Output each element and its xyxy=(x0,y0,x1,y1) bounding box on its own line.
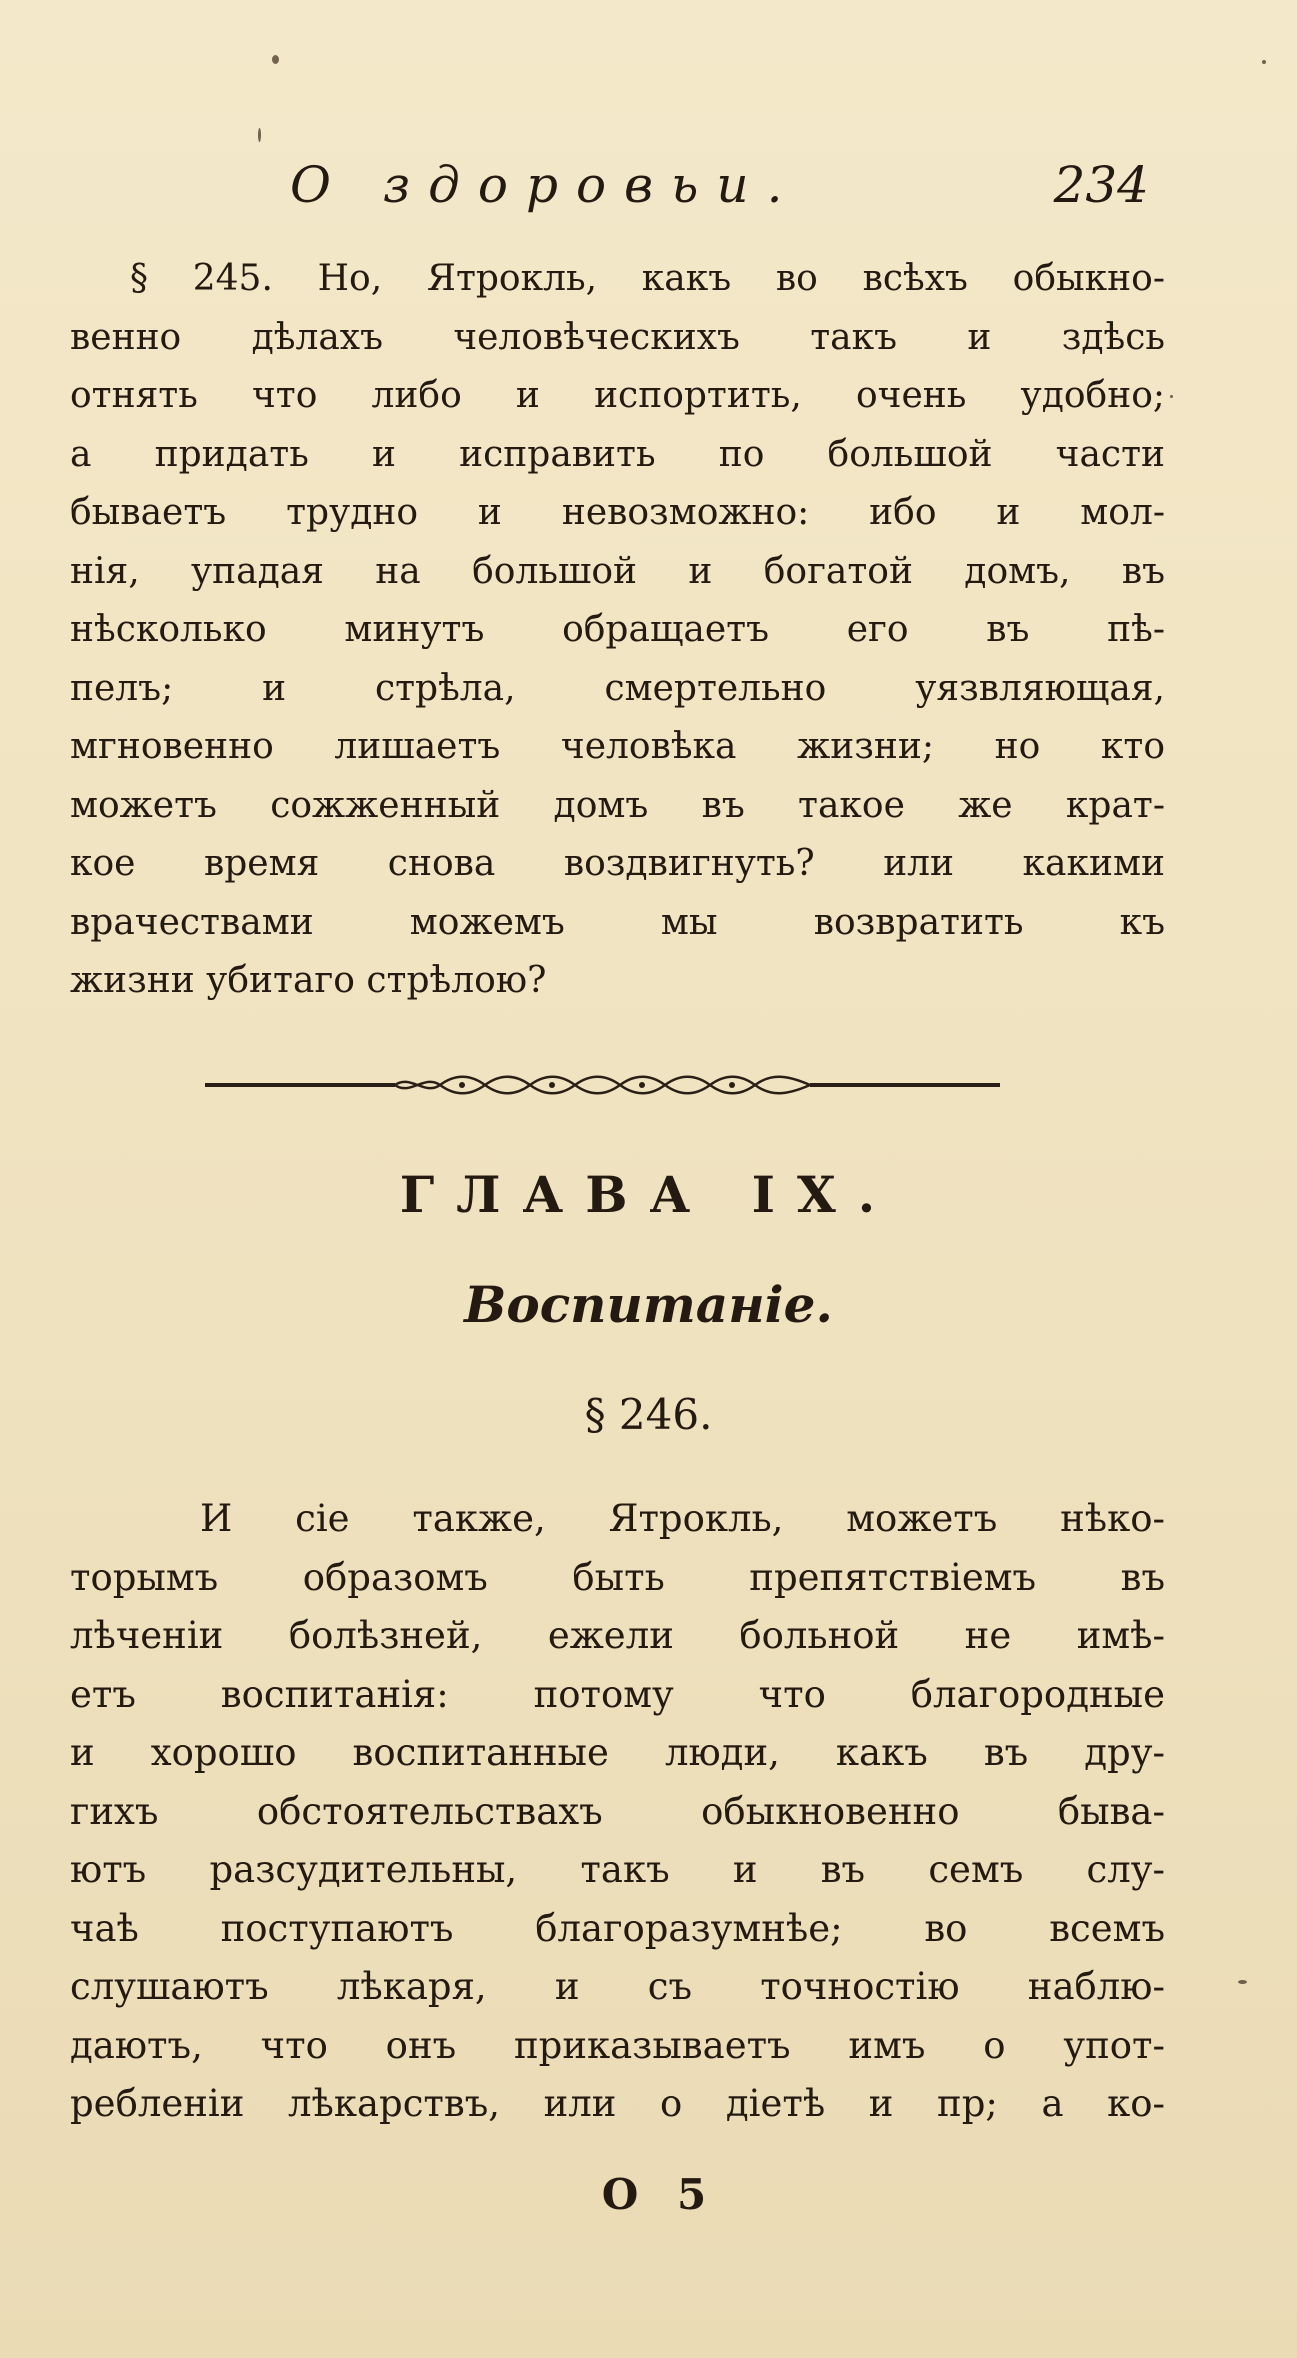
text-line: § 245. Но, Ятрокль, какъ во всѣхъ обыкно- xyxy=(130,258,1165,299)
ink-speck xyxy=(1238,1980,1247,1984)
text-line: врачествами можемъ мы возвратить къ xyxy=(70,901,1165,943)
text-line: можетъ сожженный домъ въ такое же крат- xyxy=(70,784,1165,826)
text-line: бываетъ трудно и невозможно: ибо и мол- xyxy=(70,492,1165,533)
text-line: нѣсколько минутъ обращаетъ его въ пѣ- xyxy=(70,609,1165,650)
signature-mark: O 5 xyxy=(601,2170,719,2219)
section-number: § 246. xyxy=(584,1390,713,1439)
running-title: О здоровьи. xyxy=(290,156,801,214)
text-line: отнять что либо и испортить, очень удобно; xyxy=(70,375,1165,416)
ink-speck xyxy=(1262,60,1266,64)
chapter-title: Воспитаніе. xyxy=(464,1275,833,1334)
text-line: етъ воспитанія: потому что благородные xyxy=(70,1672,1165,1716)
text-line: нія, упадая на большой и богатой домъ, въ xyxy=(70,550,1165,592)
text-line: торымъ образомъ быть препятствіемъ въ xyxy=(70,1555,1165,1599)
text-line: и хорошо воспитанные люди, какъ въ дру- xyxy=(70,1731,1165,1774)
page-header xyxy=(0,150,1297,220)
text-line: слушаютъ лѣкаря, и съ точностію наблю- xyxy=(70,1965,1165,2008)
text-line: мгновенно лишаетъ человѣка жизни; но кто xyxy=(70,726,1165,767)
text-line: жизни убитаго стрѣлою? xyxy=(70,960,547,1001)
paragraph-245 xyxy=(70,250,1165,1011)
chapter-heading: ГЛАВА IX. xyxy=(399,1165,898,1224)
text-line: гихъ обстоятельствахъ обыкновенно быва- xyxy=(70,1789,1165,1833)
ink-speck xyxy=(272,55,279,64)
page-number: 234 xyxy=(1053,156,1149,214)
ink-speck xyxy=(1170,395,1173,398)
text-line: а придать и исправить по большой части xyxy=(70,433,1165,475)
text-line: даютъ, что онъ приказываетъ имъ о упот- xyxy=(70,2023,1165,2067)
paragraph-246 xyxy=(70,1490,1165,2134)
text-line: И сіе также, Ятрокль, можетъ нѣко- xyxy=(200,1497,1165,1540)
text-line: ребленіи лѣкарствъ, или о діетѣ и пр; а ко- xyxy=(70,2082,1165,2125)
text-line: чаѣ поступаютъ благоразумнѣе; во всемъ xyxy=(70,1906,1165,1950)
text-line: венно дѣлахъ человѣческихъ такъ и здѣсь xyxy=(70,316,1165,358)
text-line: лѣченіи болѣзней, ежели больной не имѣ- xyxy=(70,1614,1165,1657)
text-line: кое время снова воздвигнуть? или какими xyxy=(70,843,1165,884)
text-line: ютъ разсудительны, такъ и въ семъ слу- xyxy=(70,1848,1165,1891)
text-line: пелъ; и стрѣла, смертельно уязвляющая, xyxy=(70,667,1165,709)
ornamental-divider xyxy=(205,1070,1000,1100)
ink-speck xyxy=(258,128,261,142)
